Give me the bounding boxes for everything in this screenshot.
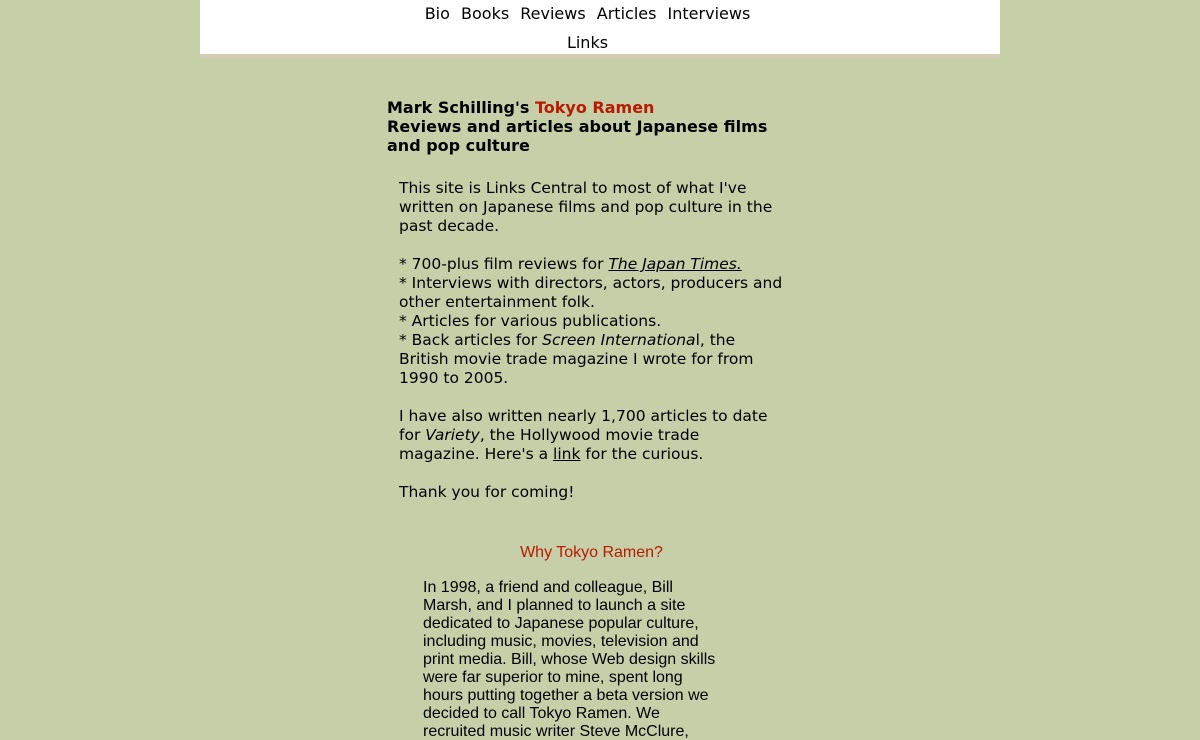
- paragraph-text: , the Hollywood movie trade magazine. Here's a: [399, 426, 700, 463]
- bullet-text: * Back articles for: [399, 331, 543, 349]
- bullet-text: l, the British movie trade magazine I wrote for from 1990 to 2005.: [399, 331, 754, 387]
- nav-books-link[interactable]: Books: [461, 4, 510, 23]
- why-heading: Why Tokyo Ramen?: [520, 544, 663, 561]
- site-name: Tokyo Ramen: [535, 98, 655, 117]
- nav-row-2: [200, 33, 975, 53]
- nav-reviews-link[interactable]: Reviews: [520, 4, 586, 23]
- variety-title: Variety: [425, 426, 480, 444]
- title-line: [387, 98, 787, 117]
- bullet-articles: * Articles for various publications.: [399, 312, 662, 330]
- variety-paragraph: [399, 407, 784, 464]
- bullet-interviews: * Interviews with directors, actors, producers and other entertainment folk.: [399, 274, 783, 311]
- top-nav-bar: [200, 0, 1000, 58]
- nav-articles-link[interactable]: Articles: [596, 4, 657, 23]
- nav-bio-link[interactable]: Bio: [424, 4, 450, 23]
- bullet-text: * 700-plus film reviews for: [399, 255, 609, 273]
- bullet-list: [399, 255, 784, 388]
- bullet-japan-times: [399, 255, 742, 273]
- page-title: [387, 98, 787, 155]
- japan-times-link[interactable]: The Japan Times.: [608, 255, 742, 273]
- paragraph-text: for the curious.: [580, 445, 704, 463]
- variety-link[interactable]: link: [553, 445, 581, 463]
- page-subtitle: Reviews and articles about Japanese films and pop culture: [387, 117, 768, 155]
- why-body-text: In 1998, a friend and colleague, Bill Marsh, and I planned to launch a site dedicated to Japanese popular culture, including music, movies, television and print media. Bill, whose Web design skills were far superior to mine, spent long hours putting together a beta version we decided to call Tokyo Ramen. We recruited music writer Steve McClure,: [423, 579, 716, 740]
- nav-links-link[interactable]: Links: [566, 33, 609, 52]
- nav-interviews-link[interactable]: Interviews: [667, 4, 751, 23]
- nav-row: [200, 4, 975, 24]
- intro-paragraph: This site is Links Central to most of what I've written on Japanese films and pop culture in the past decade.: [399, 179, 773, 235]
- thank-you-text: Thank you for coming!: [399, 483, 575, 501]
- paragraph-text: I have also written nearly 1,700 articles to date for: [399, 407, 768, 444]
- intro-section: [399, 179, 784, 521]
- screen-international-title: Screen Internationa: [542, 331, 696, 349]
- title-prefix: Mark Schilling's: [387, 98, 535, 117]
- bullet-screen-international: [399, 331, 754, 387]
